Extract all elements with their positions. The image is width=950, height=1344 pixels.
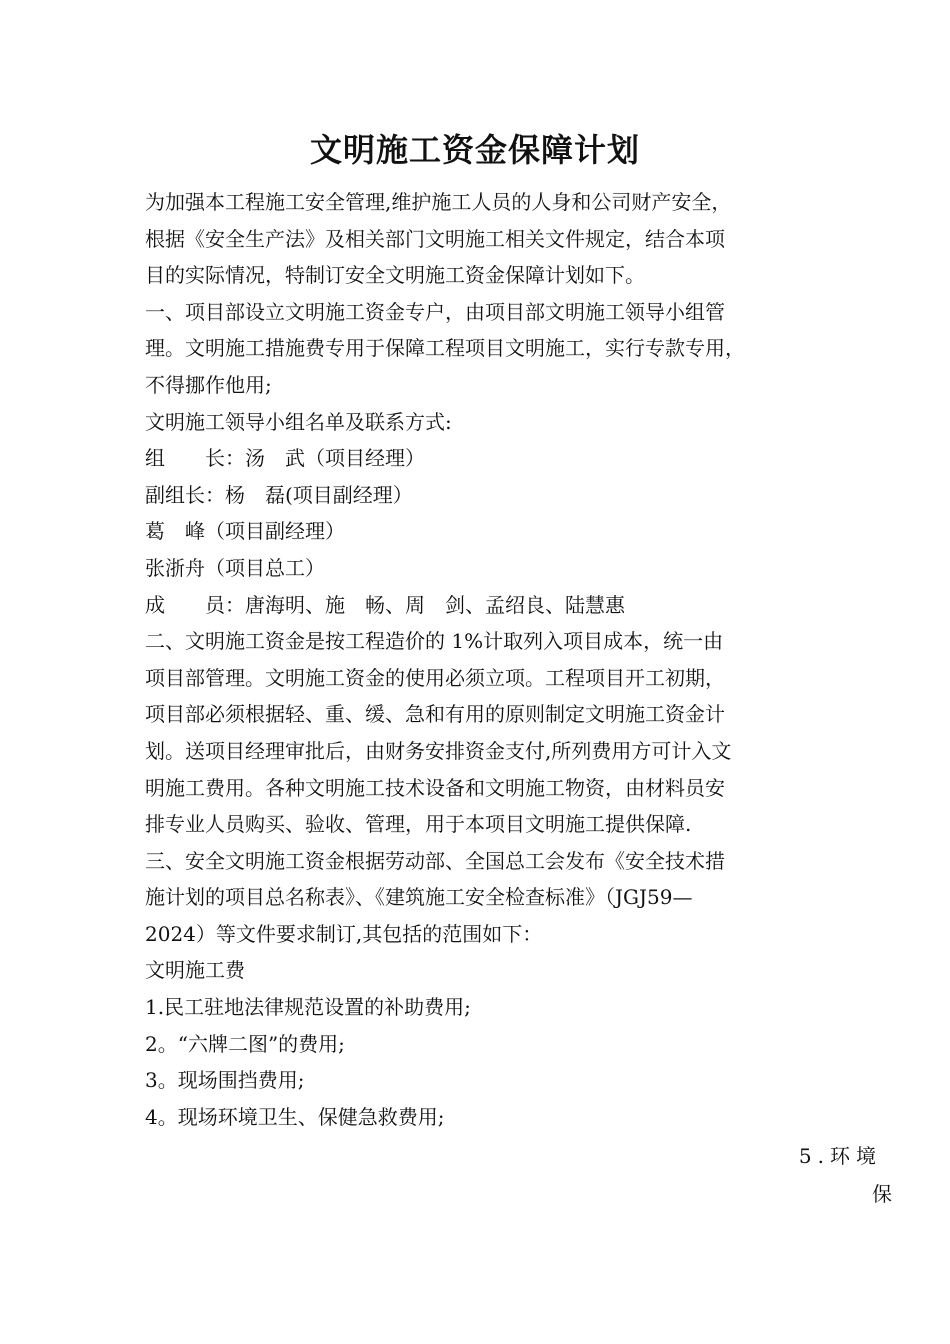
leader-line: 组 长：汤 武（项目经理）: [145, 446, 425, 471]
members-line: 成 员：唐海明、施 畅、周 剑、孟绍良、陆慧惠: [145, 592, 625, 617]
body-line: 排专业人员购买、验收、管理，用于本项目文明施工提供保障.: [145, 812, 692, 837]
list-item: 2。“六牌二图”的费用;: [145, 1031, 345, 1056]
body-line: 理。文明施工措施费专用于保障工程项目文明施工，实行专款专用，: [145, 336, 745, 361]
list-item-5-continuation: 保: [872, 1182, 892, 1206]
body-line: 文明施工领导小组名单及联系方式:: [145, 409, 452, 434]
chief-engineer-line: 张浙舟（项目总工）: [145, 555, 325, 580]
deputy-leader-line: 葛 峰（项目副经理）: [145, 519, 345, 544]
body-line: 2024）等文件要求制订,其包括的范围如下：: [145, 921, 543, 946]
body-line: 二、文明施工资金是按工程造价的 1%计取列入项目成本，统一由: [145, 629, 724, 654]
section-heading: 文明施工费: [145, 958, 245, 983]
body-line: 项目部必须根据轻、重、缓、急和有用的原则制定文明施工资金计: [145, 702, 725, 727]
body-line: 项目部管理。文明施工资金的使用必须立项。工程项目开工初期，: [145, 665, 725, 690]
body-line: 三、安全文明施工资金根据劳动部、全国总工会发布《安全技术措: [145, 848, 725, 873]
list-item: 1.民工驻地法律规范设置的补助费用;: [145, 995, 471, 1020]
list-item: 4。现场环境卫生、保健急救费用;: [145, 1104, 445, 1129]
body-line: 划。送项目经理审批后，由财务安排资金支付,所列费用方可计入文: [145, 738, 732, 763]
body-line: 明施工费用。各种文明施工技术设备和文明施工物资，由材料员安: [145, 775, 725, 800]
body-line: 施计划的项目总名称表》、《建筑施工安全检查标准》（JGJ59—: [145, 885, 693, 910]
list-item: 3。现场围挡费用;: [145, 1068, 305, 1093]
body-line: 目的实际情况，特制订安全文明施工资金保障计划如下。: [145, 263, 645, 288]
body-line: 根据《安全生产法》及相关部门文明施工相关文件规定，结合本项: [145, 226, 725, 251]
list-item-5-fragment: 5.环境: [798, 1144, 882, 1168]
document-body: [145, 184, 825, 1135]
body-line: 不得挪作他用;: [145, 372, 272, 397]
body-line: 为加强本工程施工安全管理,维护施工人员的人身和公司财产安全，: [145, 190, 732, 214]
document-title: 文明施工资金保障计划: [309, 131, 640, 169]
deputy-leader-line: 副组长：杨 磊(项目副经理）: [145, 482, 413, 507]
body-line: 一、项目部设立文明施工资金专户，由项目部文明施工领导小组管: [145, 299, 725, 324]
